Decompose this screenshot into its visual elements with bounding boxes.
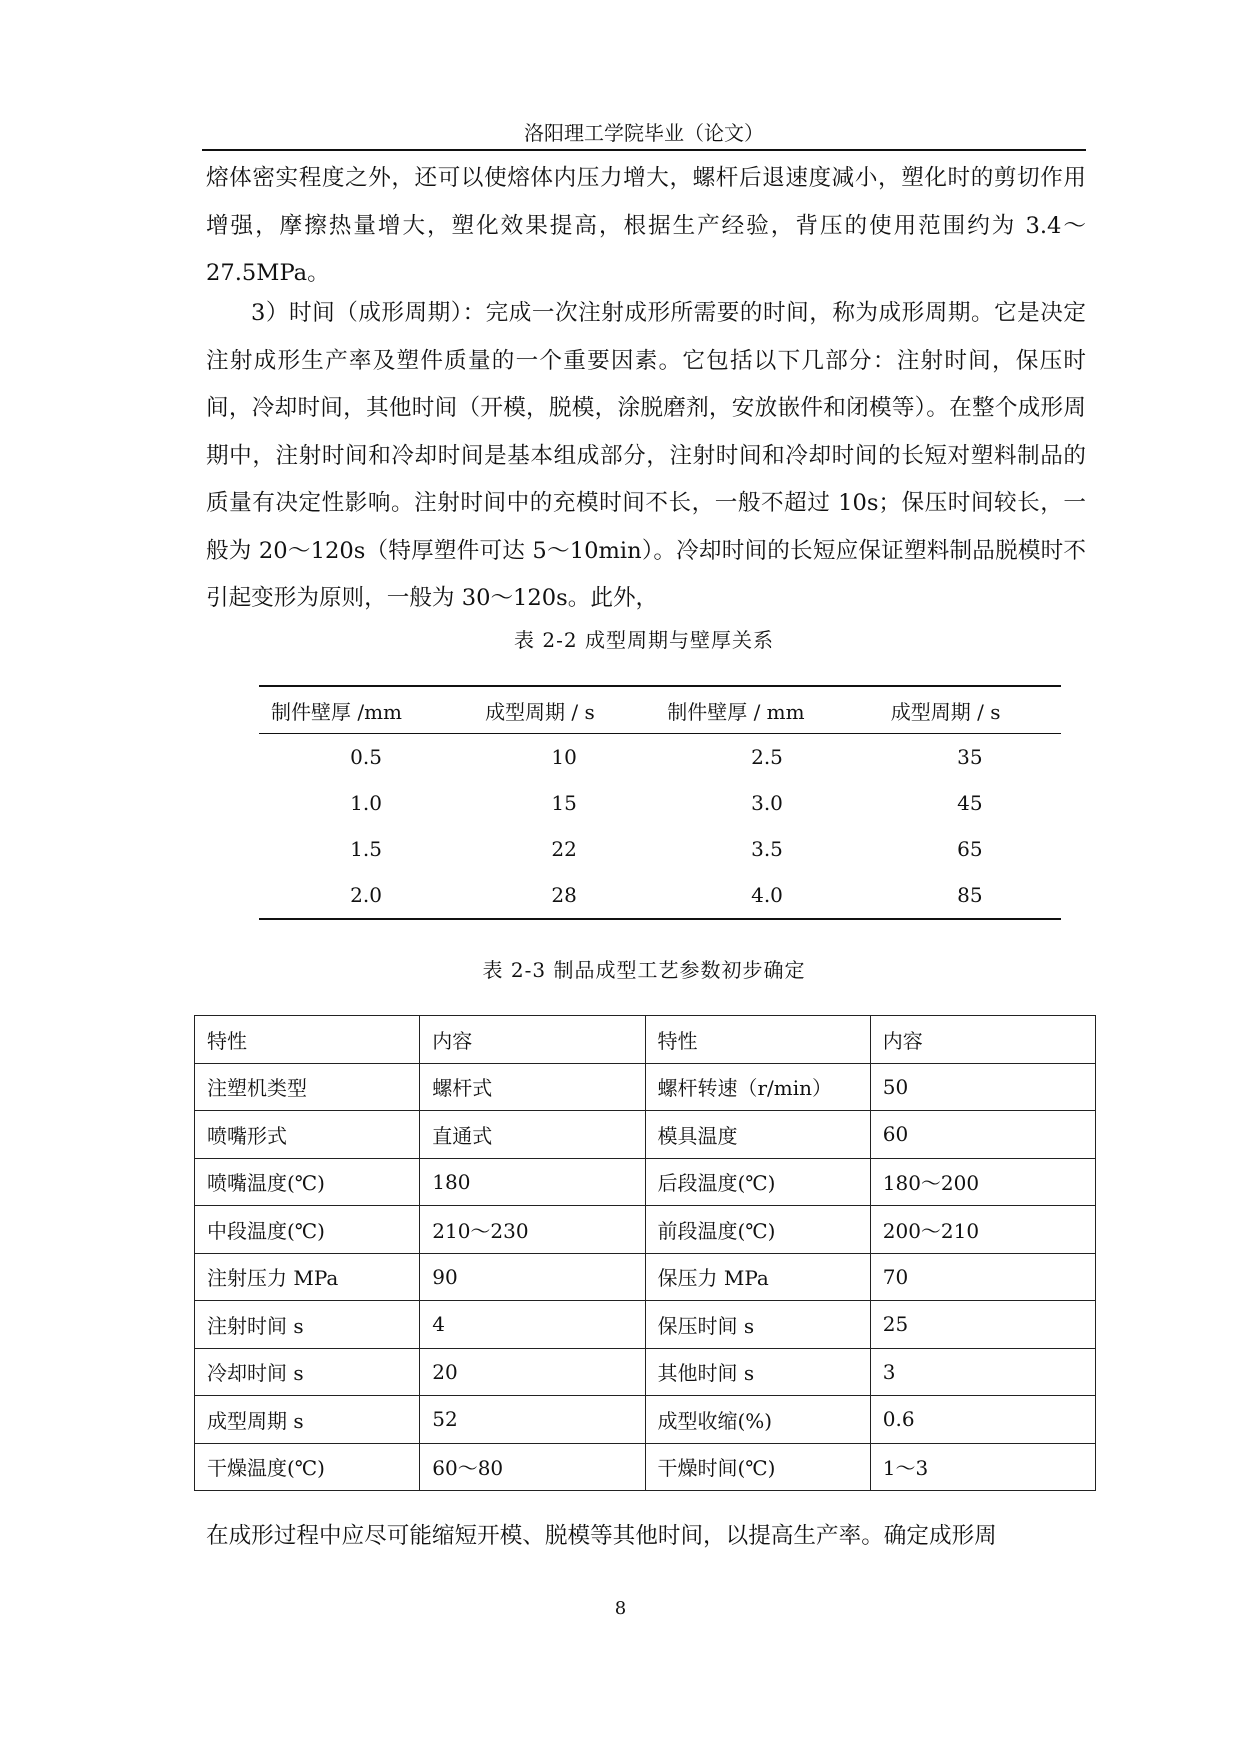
- table-cell: 内容: [870, 1016, 1095, 1064]
- table-cell: 0.6: [870, 1396, 1095, 1444]
- table-cell: 喷嘴温度(℃): [195, 1158, 420, 1206]
- table-cell: 60～80: [420, 1443, 645, 1491]
- table-cell: 模具温度: [645, 1111, 870, 1159]
- table-cell: 冷却时间 s: [195, 1348, 420, 1396]
- table-cell: 45: [957, 791, 983, 815]
- table-cell: 28: [551, 883, 577, 907]
- table-row: [195, 1063, 1096, 1111]
- table-cell: 60: [870, 1111, 1095, 1159]
- table-cell: 1～3: [870, 1443, 1095, 1491]
- table-cell: 干燥温度(℃): [195, 1443, 420, 1491]
- header-divider: [202, 149, 1086, 151]
- table-2-2-caption: 表 2-2 成型周期与壁厚关系: [514, 628, 774, 652]
- table-cell: 保压时间 s: [645, 1301, 870, 1349]
- table-cell: 注塑机类型: [195, 1063, 420, 1111]
- table-cell: 1.0: [350, 791, 382, 815]
- table-row: [259, 734, 1061, 781]
- table-cell: 180～200: [870, 1158, 1095, 1206]
- table-row: [259, 826, 1061, 872]
- table-process-parameters: [194, 1015, 1096, 1491]
- table-cell: 中段温度(℃): [195, 1206, 420, 1254]
- table-cell: 15: [551, 791, 577, 815]
- page-header-title: 洛阳理工学院毕业（论文）: [524, 121, 764, 145]
- table-cell: 螺杆转速（r/min）: [645, 1063, 870, 1111]
- table-cell: 其他时间 s: [645, 1348, 870, 1396]
- table-row: [195, 1111, 1096, 1159]
- table-row: [195, 1253, 1096, 1301]
- table-row: [195, 1443, 1096, 1491]
- table-cell: 4: [420, 1301, 645, 1349]
- table-cell: 65: [957, 837, 983, 861]
- table-row: [195, 1206, 1096, 1254]
- table-cell: 特性: [195, 1016, 420, 1064]
- header-cell: 制件壁厚 / mm: [667, 699, 805, 724]
- table-row: [259, 872, 1061, 919]
- table-cell: 成型周期 s: [195, 1396, 420, 1444]
- table-cell: 20: [420, 1348, 645, 1396]
- table-cell: 2.5: [751, 745, 783, 769]
- table-cell: 200～210: [870, 1206, 1095, 1254]
- table-cell: 210～230: [420, 1206, 645, 1254]
- table-cell: 2.0: [350, 883, 382, 907]
- table-row: [195, 1158, 1096, 1206]
- table-cell: 注射时间 s: [195, 1301, 420, 1349]
- table-row: [195, 1301, 1096, 1349]
- table-cell: 1.5: [350, 837, 382, 861]
- table-cell: 50: [870, 1063, 1095, 1111]
- table-cell: 前段温度(℃): [645, 1206, 870, 1254]
- table-cell: 22: [551, 837, 577, 861]
- table-cell: 注射压力 MPa: [195, 1253, 420, 1301]
- table-2-3-caption: 表 2-3 制品成型工艺参数初步确定: [482, 958, 806, 982]
- table-cell: 70: [870, 1253, 1095, 1301]
- table-cell: 螺杆式: [420, 1063, 645, 1111]
- table-cell: 4.0: [751, 883, 783, 907]
- table-cell: 85: [957, 883, 983, 907]
- table-cell: 后段温度(℃): [645, 1158, 870, 1206]
- table-row: [195, 1016, 1096, 1064]
- table-cell: 90: [420, 1253, 645, 1301]
- table-cell: 3.5: [751, 837, 783, 861]
- header-cell: 成型周期 / s: [890, 699, 1001, 724]
- table-cell: 10: [551, 745, 577, 769]
- paragraph-continuation: 在成形过程中应尽可能缩短开模、脱模等其他时间，以提高生产率。确定成形周: [206, 1523, 997, 1549]
- table-cell: 内容: [420, 1016, 645, 1064]
- table-cell: 3.0: [751, 791, 783, 815]
- paragraph-back-pressure: 熔体密实程度之外，还可以使熔体内压力增大，螺杆后退速度减小，塑化时的剪切作用增强，摩擦热量增大，塑化效果提高，根据生产经验，背压的使用范围约为 3.4～27.5MPa。: [206, 165, 1086, 286]
- table-cell: 180: [420, 1158, 645, 1206]
- table-cell: 保压力 MPa: [645, 1253, 870, 1301]
- table-cell: 干燥时间(℃): [645, 1443, 870, 1491]
- table-cell: 35: [957, 745, 983, 769]
- table-row: [195, 1396, 1096, 1444]
- page-number: 8: [614, 1598, 627, 1619]
- table-cell: 成型收缩(%): [645, 1396, 870, 1444]
- table-cell: 特性: [645, 1016, 870, 1064]
- paragraph-cycle-time: 3）时间（成形周期）：完成一次注射成形所需要的时间，称为成形周期。它是决定注射成形生产率及塑件质量的一个重要因素。它包括以下几部分：注射时间，保压时间，冷却时间，其他时间（开模，脱模，涂脱磨剂，安放嵌件和闭模等）。在整个成形周期中，注射时间和冷却时间是基本组成部分，注射时间和冷却时间的长短对塑料制品的质量有决定性影响。注射时间中的充模时间不长，一般不超过 10s；保压时间较长，一般为 20～120s（特厚塑件可达 5～10min）。冷却时间的长短应保证塑料制品脱模时不引起变形为原则，一般为 30～120s。此外，: [206, 300, 1086, 611]
- header-cell: 制件壁厚 /mm: [271, 699, 403, 724]
- table-row: [195, 1348, 1096, 1396]
- table-cell: 52: [420, 1396, 645, 1444]
- table-row: [259, 780, 1061, 826]
- table-cell: 喷嘴形式: [195, 1111, 420, 1159]
- table-header-row: [259, 686, 1061, 734]
- table-cycle-vs-thickness: [259, 685, 1061, 920]
- table-cell: 0.5: [350, 745, 382, 769]
- table-cell: 25: [870, 1301, 1095, 1349]
- table-cell: 直通式: [420, 1111, 645, 1159]
- table-cell: 3: [870, 1348, 1095, 1396]
- header-cell: 成型周期 / s: [485, 699, 595, 724]
